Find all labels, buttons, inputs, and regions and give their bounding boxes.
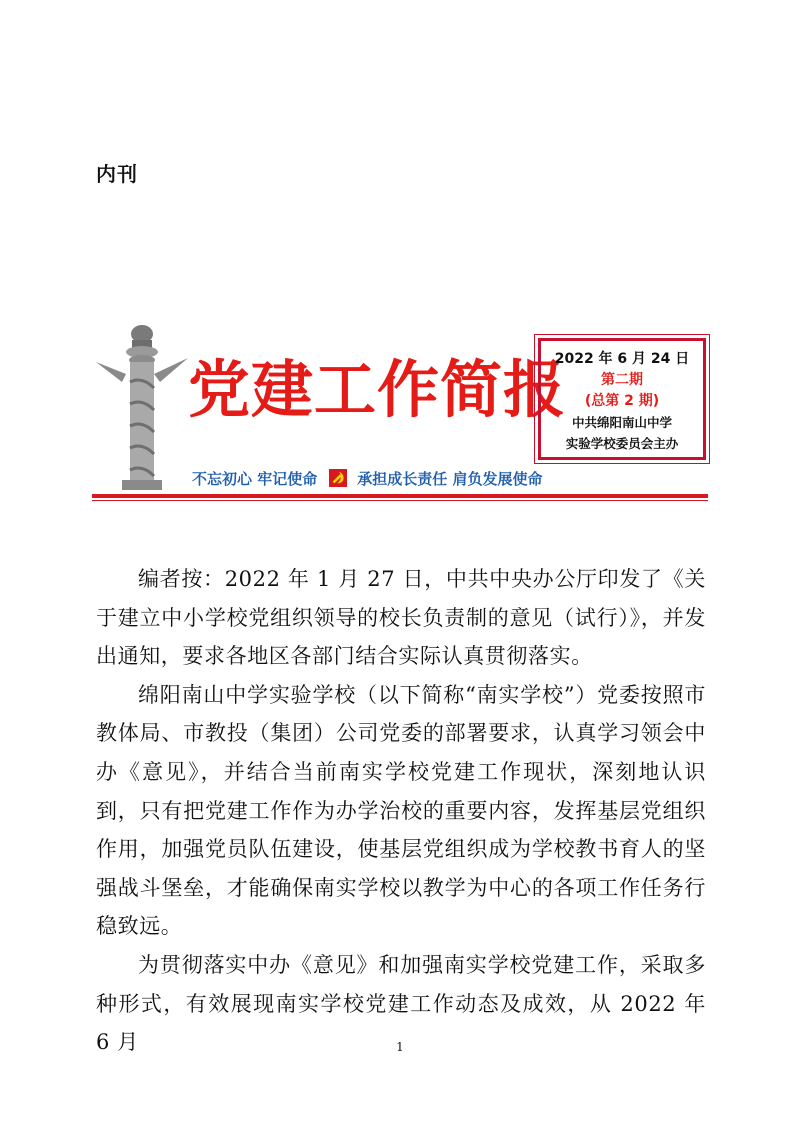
issue-date: 2022 年 6 月 24 日	[554, 351, 690, 367]
paragraph-3: 为贯彻落实中办《意见》和加强南实学校党建工作，采取多种形式，有效展现南实学校党建工作动态及成效，从 2022 年 6 月	[96, 952, 706, 1055]
masthead-rule	[92, 494, 708, 498]
issue-info-box	[538, 338, 706, 460]
slogan-right: 承担成长责任 肩负发展使命	[357, 469, 543, 488]
paragraph-2: 绵阳南山中学实验学校（以下简称“南实学校”）党委按照市教体局、市教投（集团）公司党委的部署要求，认真学习领会中办《意见》，并结合当前南实学校党建工作现状，深刻地认识到，只有把党建工作作为办学治校的重要内容，发挥基层党组织作用，加强党员队伍建设，使基层党组织成为学校教书育人的坚强战斗堡垒，才能确保南实学校以教学为中心的各项工作任务行稳致远。	[96, 682, 706, 939]
bulletin-title: 党建工作简报	[188, 353, 567, 426]
huabiao-pillar-icon	[92, 322, 192, 492]
organizer-line-2: 实验学校委员会主办	[565, 436, 679, 451]
slogan-left: 不忘初心 牢记使命	[192, 469, 318, 488]
internal-label: 内刊	[96, 162, 138, 186]
organizer-line-1: 中共绵阳南山中学	[571, 415, 672, 430]
party-emblem-icon	[329, 469, 347, 487]
issue-total-number: (总第 2 期)	[584, 393, 660, 409]
article-body	[96, 560, 706, 1062]
paragraph-editor-note: 编者按：2022 年 1 月 27 日，中共中央办公厅印发了《关于建立中小学校党组织领导的校长负责制的意见（试行）》，并发出通知，要求各地区各部门结合实际认真贯彻落实。	[96, 567, 706, 669]
slogan-row	[192, 466, 550, 490]
page-number: 1	[396, 1040, 404, 1054]
masthead-rule-thin	[92, 500, 708, 501]
masthead	[92, 322, 712, 502]
issue-number: 第二期	[601, 372, 643, 388]
